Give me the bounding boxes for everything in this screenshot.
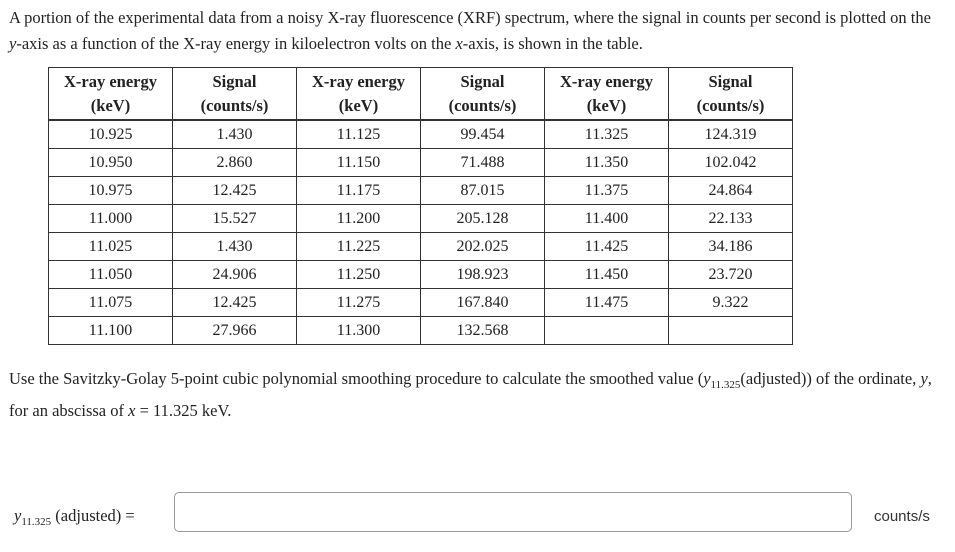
energy-cell: 11.450 [545,261,669,289]
energy-cell: 10.925 [49,120,173,149]
header-signal-1: Signal (counts/s) [173,68,297,121]
signal-cell [669,317,793,345]
energy-cell: 11.250 [297,261,421,289]
energy-cell: 11.175 [297,177,421,205]
signal-cell: 1.430 [173,120,297,149]
signal-cell: 167.840 [421,289,545,317]
signal-cell: 102.042 [669,149,793,177]
energy-cell: 11.050 [49,261,173,289]
header-energy-1: X-ray energy (keV) [49,68,173,121]
intro-y-var: y [9,34,17,53]
intro-text-1: A portion of the experimental data from a noisy X-ray fluorescence (XRF) spectrum, where the signal in counts per second is plotted on the [9,8,931,27]
signal-cell: 71.488 [421,149,545,177]
signal-cell: 22.133 [669,205,793,233]
table-header-row [49,68,793,121]
signal-cell: 2.860 [173,149,297,177]
signal-cell: 99.454 [421,120,545,149]
header-signal-2: Signal (counts/s) [421,68,545,121]
energy-cell: 11.325 [545,120,669,149]
energy-cell: 11.350 [545,149,669,177]
intro-text-2: -axis as a function of the X-ray energy in kiloelectron volts on the [16,34,456,53]
signal-cell: 9.322 [669,289,793,317]
signal-cell: 124.319 [669,120,793,149]
signal-cell: 198.923 [421,261,545,289]
intro-x-var: x [455,34,463,53]
table-row [49,177,793,205]
energy-cell: 11.100 [49,317,173,345]
energy-cell: 11.200 [297,205,421,233]
signal-cell: 34.186 [669,233,793,261]
header-energy-3: X-ray energy (keV) [545,68,669,121]
answer-unit: counts/s [874,508,930,525]
intro-text-3: -axis, is shown in the table. [462,34,643,53]
signal-cell: 202.025 [421,233,545,261]
table-row [49,205,793,233]
energy-cell [545,317,669,345]
energy-cell: 11.225 [297,233,421,261]
signal-cell: 87.015 [421,177,545,205]
signal-cell: 12.425 [173,289,297,317]
energy-cell: 11.150 [297,149,421,177]
energy-cell: 11.375 [545,177,669,205]
signal-cell: 205.128 [421,205,545,233]
signal-cell: 1.430 [173,233,297,261]
table-row [49,317,793,345]
question-text: Use the Savitzky-Golay 5-point cubic polynomial smoothing procedure to calculate the smoothed value $(y_{11.325}(adjusted))$ of the ordinate, y, for an abscissa of x = 11.325 keV. [9,369,932,420]
header-energy-2: X-ray energy (keV) [297,68,421,121]
signal-cell: 23.720 [669,261,793,289]
table-row [49,233,793,261]
answer-label: $y_{11.325}$ (adjusted) = [14,506,135,528]
energy-cell: 10.950 [49,149,173,177]
signal-cell: 12.425 [173,177,297,205]
energy-cell: 11.400 [545,205,669,233]
xrf-data-table [48,67,793,345]
energy-cell: 11.275 [297,289,421,317]
energy-cell: 11.125 [297,120,421,149]
problem-intro [9,5,944,57]
header-signal-3: Signal (counts/s) [669,68,793,121]
energy-cell: 11.075 [49,289,173,317]
energy-cell: 11.475 [545,289,669,317]
table-row [49,120,793,149]
energy-cell: 10.975 [49,177,173,205]
energy-cell: 11.300 [297,317,421,345]
energy-cell: 11.000 [49,205,173,233]
signal-cell: 15.527 [173,205,297,233]
energy-cell: 11.025 [49,233,173,261]
energy-cell: 11.425 [545,233,669,261]
table-row [49,149,793,177]
answer-input[interactable] [174,492,852,532]
table-row [49,289,793,317]
signal-cell: 24.864 [669,177,793,205]
table-row [49,261,793,289]
signal-cell: 132.568 [421,317,545,345]
signal-cell: 24.906 [173,261,297,289]
signal-cell: 27.966 [173,317,297,345]
